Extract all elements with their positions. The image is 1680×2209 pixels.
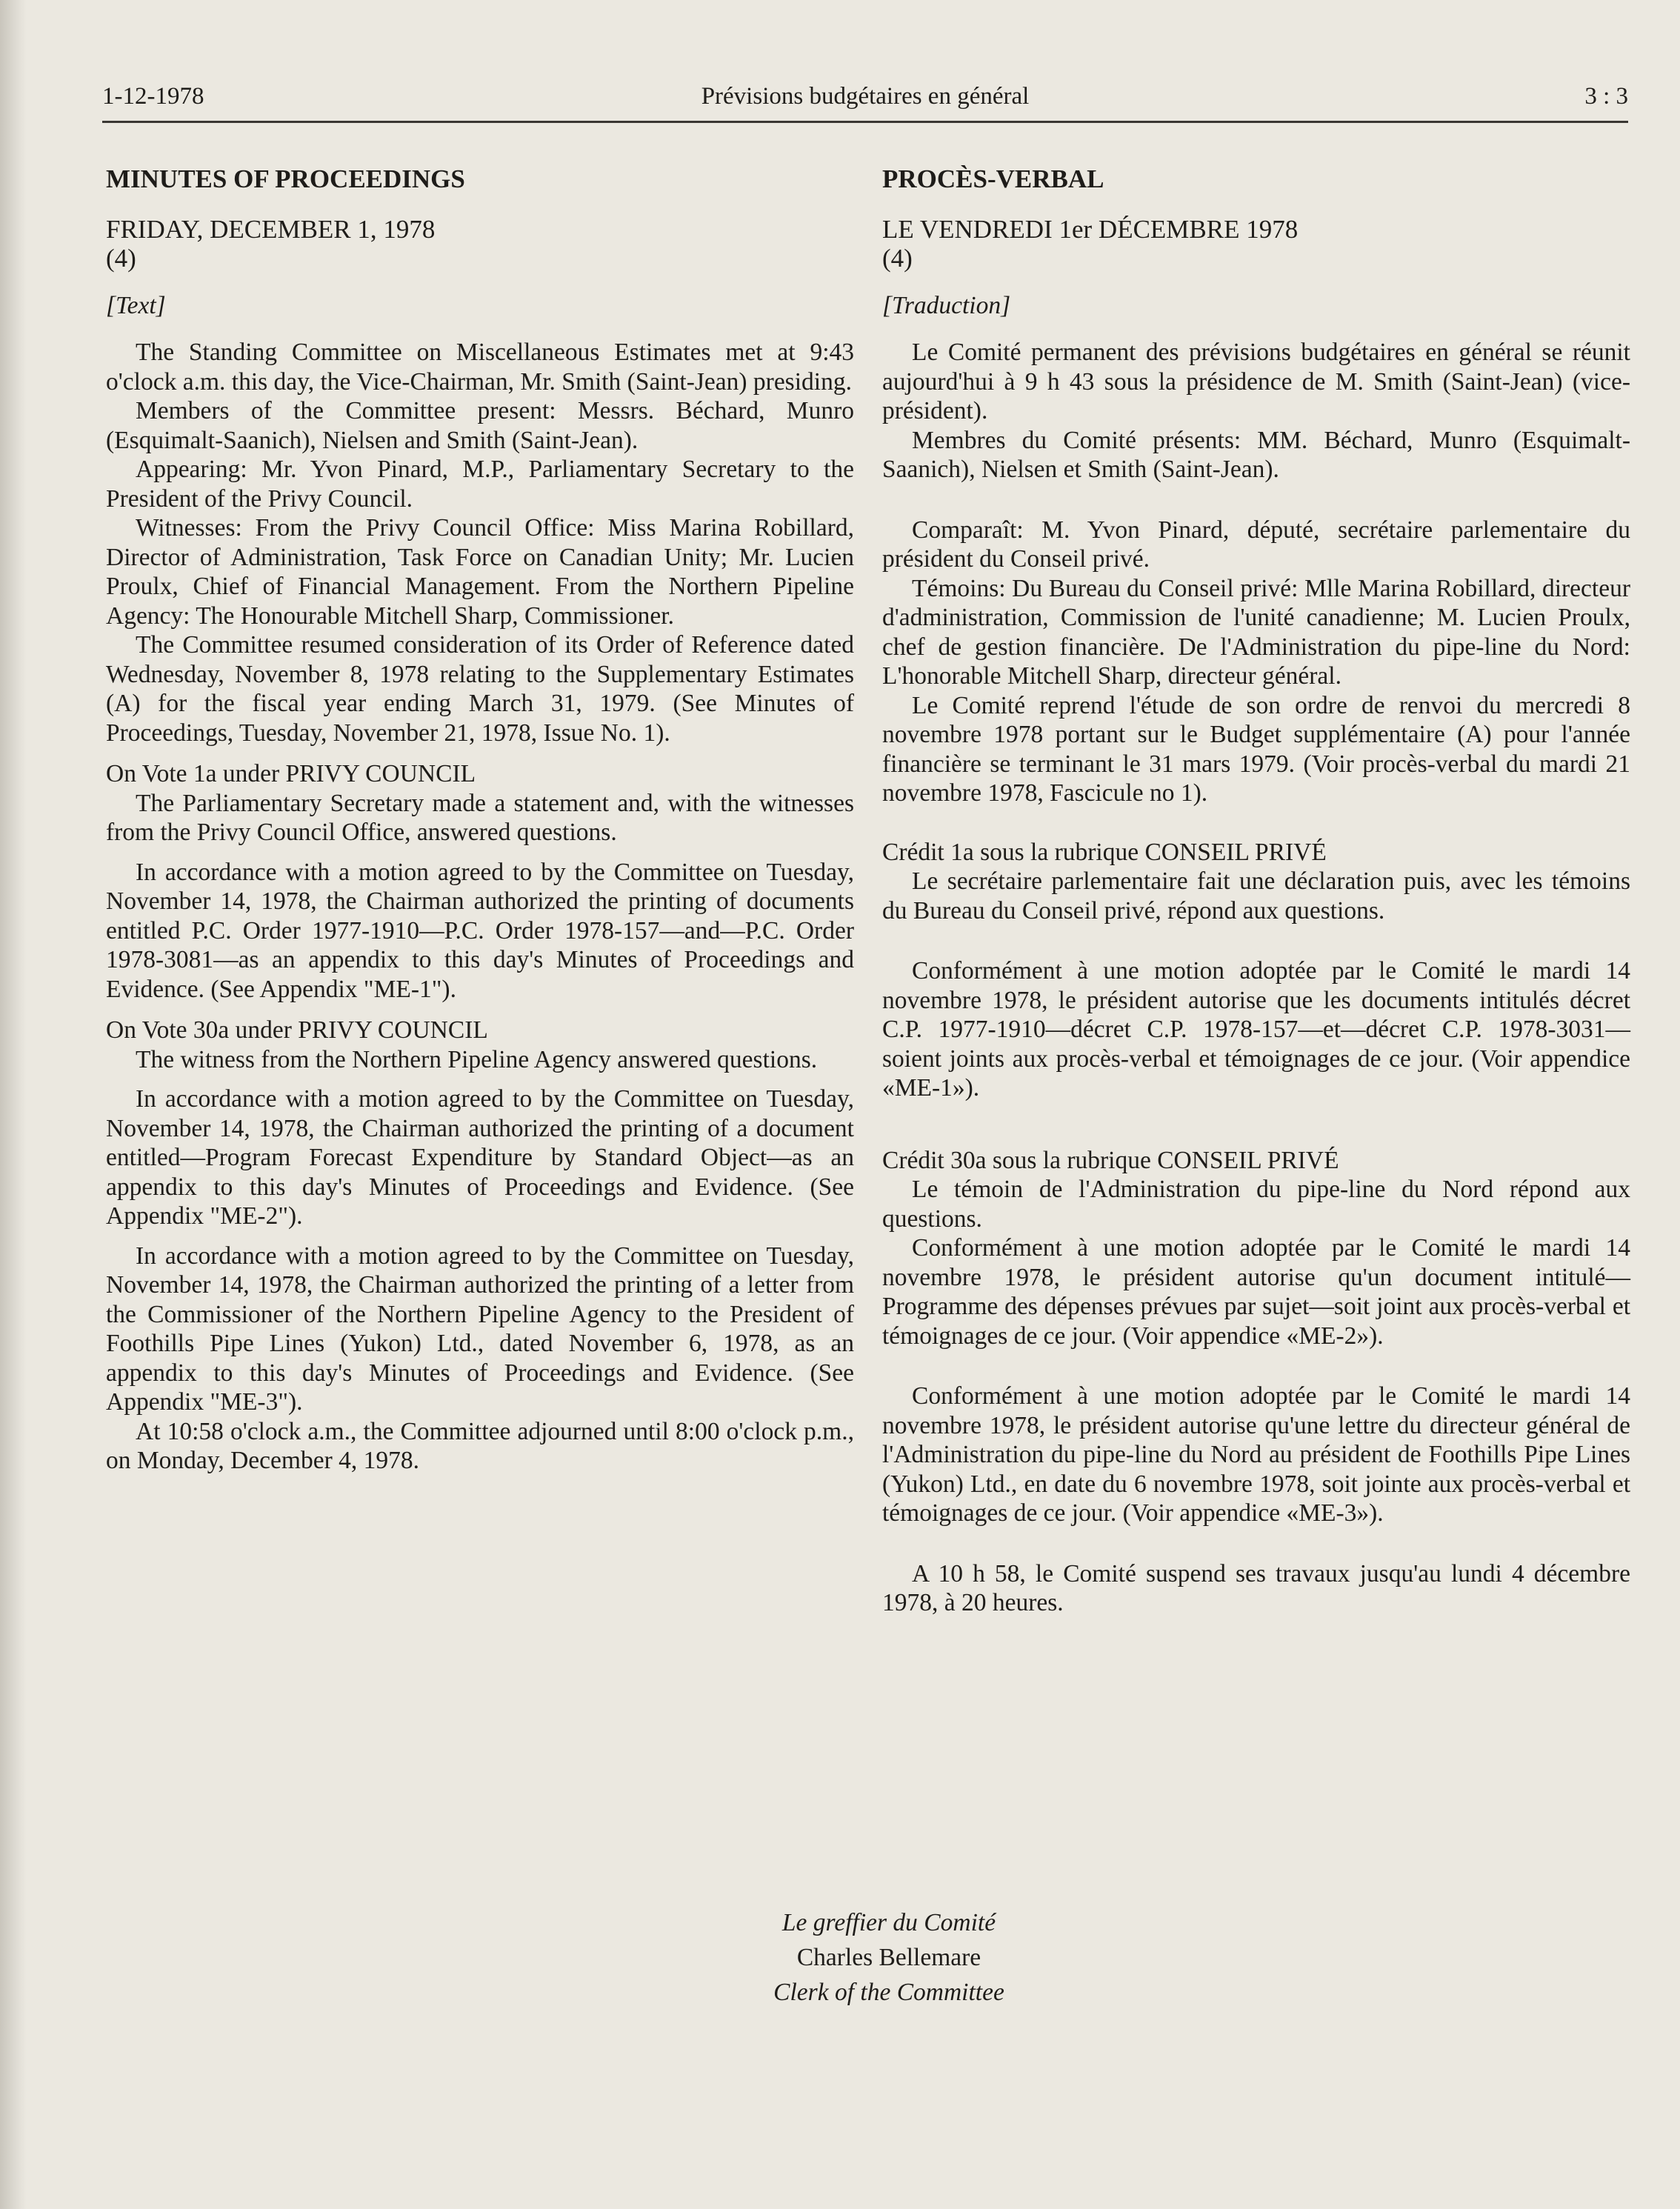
- french-paragraph: Comparaît: M. Yvon Pinard, député, secrétaire parlementaire du président du Conseil privé.: [882, 516, 1630, 573]
- header-title: Prévisions budgétaires en général: [701, 83, 1030, 110]
- english-paragraph: Members of the Committee present: Messrs. Béchard, Munro (Esquimalt-Saanich), Nielsen and Smith (Saint-Jean).: [106, 397, 854, 454]
- french-vote-heading: Crédit 30a sous la rubrique CONSEIL PRIVÉ: [882, 1146, 1339, 1174]
- french-paragraph: Le Comité permanent des prévisions budgétaires en général se réunit aujourd'hui à 9 h 43 sous la présidence de M. Smith (Saint-Jean) (vice-président).: [882, 339, 1630, 424]
- clerk-title-english: Clerk of the Committee: [773, 1979, 1004, 2006]
- english-paragraph: The witness from the Northern Pipeline Agency answered questions.: [136, 1045, 818, 1073]
- french-paragraph: Conformément à une motion adoptée par le Comité le mardi 14 novembre 1978, le président autorise qu'un document intitulé—Programme des dépenses prévues par sujet—soit joint aux procès-verbal et témoignages de ce jour. (Voir appendice «ME-2»).: [882, 1234, 1630, 1350]
- french-paragraph: Conformément à une motion adoptée par le Comité le mardi 14 novembre 1978, le président autorise qu'une lettre du directeur général de l'Administration du pipe-line du Nord au président de Foothills Pipe Lines (Yukon) Ltd., en date du 6 novembre 1978, soit jointe aux procès-verbal et témoignages de ce jour. (Voir appendice «ME-3»).: [882, 1382, 1630, 1527]
- french-paragraph: Le témoin de l'Administration du pipe-line du Nord répond aux questions.: [882, 1176, 1630, 1233]
- english-paragraph: In accordance with a motion agreed to by the Committee on Tuesday, November 14, 1978, the Chairman authorized the printing of a document entitled—Program Forecast Expenditure by Standard Object—as an appendix to this day's Minutes of Proceedings and Evidence. (See Appendix "ME-2").: [106, 1085, 854, 1230]
- french-paragraph: Le Comité reprend l'étude de son ordre de renvoi du mercredi 8 novembre 1978 portant sur le Budget supplémentaire (A) pour l'année financière se terminant le 31 mars 1979. (Voir procès-verbal du mardi 21 novembre 1978, Fascicule no 1).: [882, 691, 1630, 807]
- english-paragraph: Appearing: Mr. Yvon Pinard, M.P., Parliamentary Secretary to the President of the Privy Council.: [106, 456, 854, 513]
- french-paragraph: Conformément à une motion adoptée par le Comité le mardi 14 novembre 1978, le président autorise que les documents intitulés décret C.P. 1977-1910—décret C.P. 1978-157—et—décret C.P. 1978-3031—soient joints aux procès-verbal et témoignages de ce jour. (Voir appendice «ME-1»).: [882, 957, 1630, 1102]
- english-paragraph: Witnesses: From the Privy Council Office: Miss Marina Robillard, Director of Administration, Task Force on Canadian Unity; Mr. Lucien Proulx, Chief of Financial Management. From the Northern Pipeline Agency: The Honourable Mitchell Sharp, Commissioner.: [106, 514, 854, 630]
- english-paragraph: The Standing Committee on Miscellaneous Estimates met at 9:43 o'clock a.m. this day, the Vice-Chairman, Mr. Smith (Saint-Jean) presiding.: [106, 339, 854, 396]
- english-paragraph: The Parliamentary Secretary made a statement and, with the witnesses from the Privy Council Office, answered questions.: [106, 789, 854, 846]
- english-paragraph: In accordance with a motion agreed to by the Committee on Tuesday, November 14, 1978, the Chairman authorized the printing of documents entitled P.C. Order 1977-1910—P.C. Order 1978-157—and—P.C. Order 1978-3081—as an appendix to this day's Minutes of Proceedings and Evidence. (See Appendix "ME-1").: [106, 858, 854, 1003]
- page-number: 3 : 3: [1584, 83, 1628, 110]
- header-rule: [102, 121, 1628, 123]
- english-vote-heading: On Vote 30a under PRIVY COUNCIL: [106, 1016, 488, 1044]
- english-meeting-date: FRIDAY, DECEMBER 1, 1978: [106, 214, 436, 244]
- french-heading: PROCÈS-VERBAL: [882, 164, 1104, 193]
- french-paragraph: Témoins: Du Bureau du Conseil privé: Mlle Marina Robillard, directeur d'administration, Commission de l'unité canadienne; M. Lucien Proulx, chef de gestion financière. De l'Administration du pipe-line du Nord: L'honorable Mitchell Sharp, directeur général.: [882, 574, 1630, 690]
- signature-block: [519, 1905, 1259, 2010]
- english-text-tag: [Text]: [106, 291, 166, 319]
- english-meeting-number: (4): [106, 244, 136, 273]
- french-meeting-date: LE VENDREDI 1er DÉCEMBRE 1978: [882, 214, 1299, 244]
- french-column: [882, 164, 1630, 1618]
- english-paragraph: In accordance with a motion agreed to by the Committee on Tuesday, November 14, 1978, the Chairman authorized the printing of a letter from the Commissioner of the Northern Pipeline Agency to the President of Foothills Pipe Lines (Yukon) Ltd., dated November 6, 1978, as an appendix to this day's Minutes of Proceedings and Evidence. (See Appendix "ME-3").: [106, 1242, 854, 1416]
- clerk-title-french: Le greffier du Comité: [781, 1909, 996, 1936]
- header-date: 1-12-1978: [102, 83, 204, 110]
- binding-edge: [0, 0, 27, 2209]
- running-head: [102, 83, 1628, 121]
- french-meeting-number: (4): [882, 244, 913, 273]
- french-paragraph: Le secrétaire parlementaire fait une déclaration puis, avec les témoins du Bureau du Conseil privé, répond aux questions.: [882, 867, 1630, 924]
- english-heading: MINUTES OF PROCEEDINGS: [106, 164, 465, 193]
- french-text-tag: [Traduction]: [882, 291, 1011, 319]
- english-column: [106, 164, 854, 1476]
- english-paragraph: At 10:58 o'clock a.m., the Committee adjourned until 8:00 o'clock p.m., on Monday, December 4, 1978.: [106, 1417, 854, 1474]
- french-vote-heading: Crédit 1a sous la rubrique CONSEIL PRIVÉ: [882, 838, 1327, 866]
- french-paragraph: Membres du Comité présents: MM. Béchard, Munro (Esquimalt-Saanich), Nielsen et Smith (Saint-Jean).: [882, 426, 1630, 483]
- french-paragraph: A 10 h 58, le Comité suspend ses travaux jusqu'au lundi 4 décembre 1978, à 20 heures.: [882, 1559, 1630, 1616]
- clerk-name: Charles Bellemare: [796, 1944, 981, 1971]
- english-paragraph: The Committee resumed consideration of its Order of Reference dated Wednesday, November 8, 1978 relating to the Supplementary Estimates (A) for the fiscal year ending March 31, 1979. (See Minutes of Proceedings, Tuesday, November 21, 1978, Issue No. 1).: [106, 631, 854, 747]
- english-vote-heading: On Vote 1a under PRIVY COUNCIL: [106, 760, 476, 787]
